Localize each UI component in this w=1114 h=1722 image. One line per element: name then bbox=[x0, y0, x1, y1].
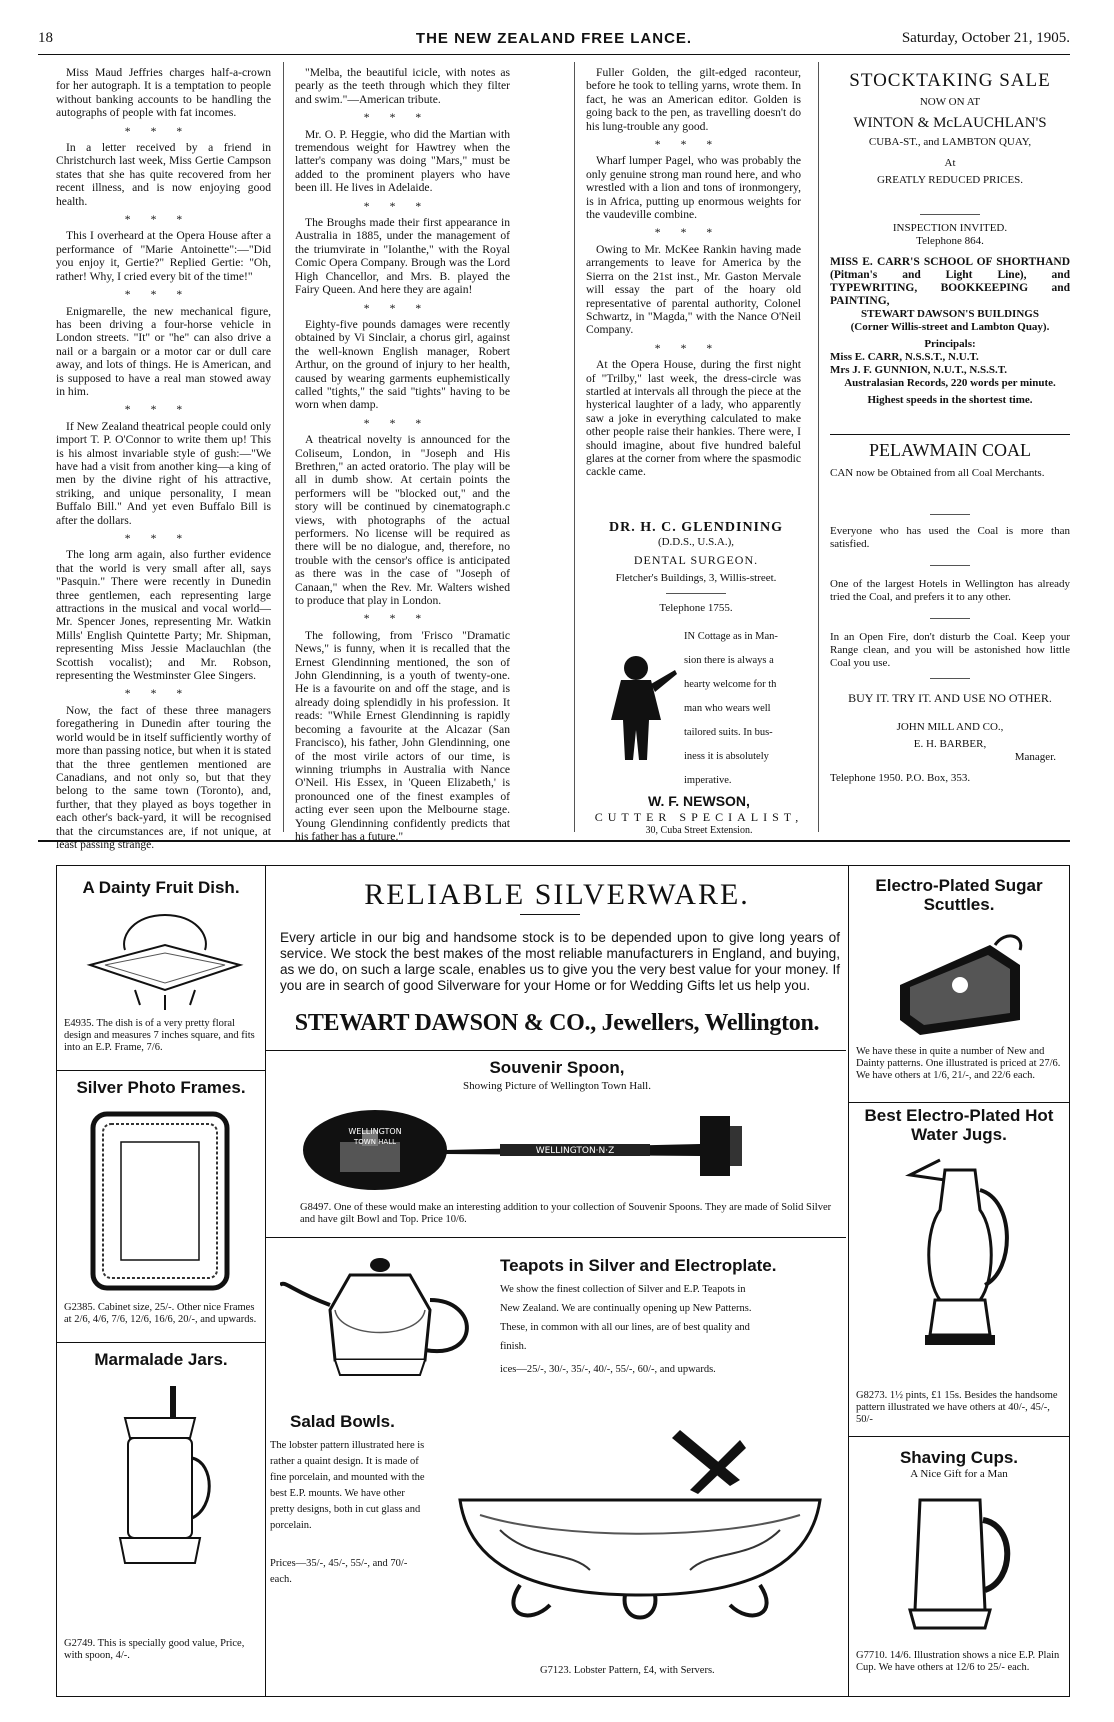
winton-name: WINTON & McLAUCHLAN'S bbox=[853, 115, 1047, 131]
shaving-cup-illustration bbox=[905, 1490, 1015, 1640]
page-number: 18 bbox=[38, 30, 53, 46]
coal-para: In an Open Fire, don't disturb the Coal. Keep your Range clean, and you will be astonished how little Coal you use. bbox=[830, 631, 1070, 669]
paragraph: Owing to Mr. McKee Rankin having made arrangements to leave for America by the Sierra on the 21st inst., Mr. Gaston Mervale will essay the part of the hoary old representative of parental authority, Colonel Schwartz, in "Magda," with the Nance O'Neil Company. bbox=[586, 242, 801, 337]
paragraph: Enigmarelle, the new mechanical figure, has been driving a four-horse vehicle in London streets. "It" or "he" can also drive a nail or a bargain or a motor car or dull care away, and lots of things. He is American, and is supposed to have a real man stowed away in him. bbox=[56, 304, 271, 398]
sugar-scuttles-head: Electro-Plated Sugar Scuttles. bbox=[875, 876, 1043, 914]
column-1 bbox=[56, 66, 271, 856]
separator: *** bbox=[363, 111, 442, 125]
newson-line: man who wears well bbox=[684, 703, 771, 714]
salad-bowls-caption: The lobster pattern illustrated here is rather a quaint design. It is made of fine porcelain, and mounted with the best E.P. mounts. We have other pretty designs, both in cut glass and porcelain. bbox=[270, 1440, 425, 1531]
separator: *** bbox=[363, 301, 442, 315]
winton-prices: GREATLY REDUCED PRICES. bbox=[876, 174, 1024, 186]
header-rule bbox=[38, 54, 1070, 55]
souvenir-spoon-illustration bbox=[300, 1100, 800, 1195]
fruit-dish-caption: E4935. The dish is of a very pretty floral design and measures 7 inches square, and fits into an E.P. Frame, 7/6. bbox=[64, 1018, 255, 1053]
coal-manager-name: E. H. BARBER, bbox=[913, 738, 987, 750]
carr-principal: Mrs J. F. GUNNION, N.U.T., N.S.S.T. bbox=[830, 364, 1008, 376]
souvenir-spoon-subhead: Showing Picture of Wellington Town Hall. bbox=[463, 1080, 651, 1092]
newson-line: iness it is absolutely bbox=[684, 751, 769, 762]
inspection-invited: INSPECTION INVITED. bbox=[892, 222, 1008, 234]
shaving-cups-head: Shaving Cups. bbox=[899, 1448, 1019, 1467]
column-divider bbox=[574, 62, 575, 832]
newson-trade: CUTTER SPECIALIST, bbox=[594, 810, 804, 824]
separator: *** bbox=[124, 532, 203, 545]
fruit-dish-illustration bbox=[80, 905, 250, 1015]
souvenir-spoon-head: Souvenir Spoon, bbox=[489, 1058, 625, 1077]
salad-bowl-illustration bbox=[440, 1420, 840, 1640]
page-header bbox=[38, 30, 1070, 50]
coal-manager-title: Manager. bbox=[1014, 751, 1056, 763]
photo-frames-caption: G2385. Cabinet size, 25/-. Other nice Frames at 2/6, 4/6, 7/6, 12/6, 16/6, 20/-, and upwards. bbox=[64, 1302, 257, 1325]
paragraph: The Broughs made their first appearance in Australia in 1885, under the management of the triumvirate in "Iolanthe," with the Royal Comic Opera Company. Brough was the Lord High Chancellor, and Mrs. B. played the Fairy Queen. And here they are again! bbox=[295, 216, 510, 297]
column-divider bbox=[818, 62, 819, 832]
separator: *** bbox=[124, 124, 203, 138]
paragraph: "Melba, the beautiful icicle, with notes as pearly as the teeth through which they filter and swim."—American tribute. bbox=[295, 66, 510, 106]
newson-line: hearty welcome for th bbox=[684, 679, 777, 690]
separator: *** bbox=[124, 687, 203, 701]
hot-water-jugs-caption: G8273. 1½ pints, £1 15s. Besides the handsome pattern illustrated we have others at 40/-, 45/-, 50/- bbox=[856, 1390, 1058, 1425]
hot-water-jugs-head: Best Electro-Plated Hot Water Jugs. bbox=[864, 1106, 1054, 1144]
coal-para: One of the largest Hotels in Wellington has already tried the Coal, and prefers it to any other. bbox=[830, 578, 1070, 603]
carr-corner: (Corner Willis-street and Lambton Quay). bbox=[850, 321, 1050, 333]
marmalade-jars-head: Marmalade Jars. bbox=[94, 1350, 228, 1369]
pelawmain-coal-ad bbox=[830, 440, 1070, 785]
newson-address: 30, Cuba Street Extension. bbox=[645, 825, 753, 836]
stocktaking-head: STOCKTAKING SALE bbox=[849, 70, 1051, 91]
carr-speeds: Highest speeds in the shortest time. bbox=[867, 394, 1033, 406]
spoon-engraving: WELLINGTON bbox=[348, 1127, 402, 1136]
newson-ad bbox=[586, 625, 812, 836]
carr-records: Australasian Records, 220 words per minute. bbox=[844, 377, 1056, 389]
carr-principals-label: Principals: bbox=[924, 338, 976, 350]
paragraph: Eighty-five pounds damages were recently obtained by Vi Sinclair, a chorus girl, against the well-known English manager, Robert Arthur, on the ground of injury to her health, caused by wearing garments euphemistically called "tights," the said "tights" having to be worn when damp. bbox=[295, 317, 510, 412]
shaving-cups-subhead: A Nice Gift for a Man bbox=[910, 1468, 1008, 1480]
teapots-caption: We show the finest collection of Silver and E.P. Teapots in New Zealand. We are continually opening up New Patterns. These, in common with all our lines, are of best quality and finish. bbox=[500, 1284, 752, 1352]
salad-bowls-label: G7123. Lobster Pattern, £4, with Servers. bbox=[540, 1665, 715, 1676]
paragraph: A theatrical novelty is announced for the Coliseum, London, in "Joseph and His Brethren," an acted oratorio. The play will be all in dumb show. At certain points the performers will be "blocked out," and the story will be continued by cinematograph.c views, with photographs of the actual performers. No license will be required as there will be no dialogue, and, therefore, no trouble with the censor's office is anticipated as there was in the case of "Joseph of Canaan," when the Rev. Mr. Walters wished to produce that play in London. bbox=[295, 433, 510, 608]
paragraph: In a letter received by a friend in Christchurch last week, Miss Gertie Campson states that she has quite recovered from her recent illness, and is now enjoying good health. bbox=[56, 141, 271, 208]
newson-line: sion there is always a bbox=[684, 655, 774, 666]
stocktaking-ad bbox=[830, 70, 1070, 187]
separator: *** bbox=[124, 403, 203, 417]
dentist-address: Fletcher's Buildings, 3, Willis-street. bbox=[615, 572, 777, 584]
photo-frame-illustration bbox=[85, 1106, 235, 1296]
coal-para: CAN now be Obtained from all Coal Merchants. bbox=[830, 467, 1045, 479]
dentist-quals: (D.D.S., U.S.A.), bbox=[657, 536, 735, 548]
photo-frames-head: Silver Photo Frames. bbox=[76, 1078, 246, 1097]
paragraph: Fuller Golden, the gilt-edged raconteur, before he took to telling yarns, wrote them. In fact, he was an American editor. Golden is going back to the pen, as travelling doesn't do his lung-trouble any good. bbox=[586, 66, 801, 133]
fruit-dish-head: A Dainty Fruit Dish. bbox=[82, 878, 240, 897]
newson-line: IN Cottage as in Man- bbox=[684, 631, 778, 642]
sugar-scuttle-illustration bbox=[880, 925, 1040, 1045]
firm-name: STEWART DAWSON & CO., Jewellers, Wellington. bbox=[294, 1010, 820, 1036]
carr-building: STEWART DAWSON'S BUILDINGS bbox=[861, 308, 1039, 320]
paragraph: Miss Maud Jeffries charges half-a-crown for her autograph. It is a temptation to people without banking accounts to be handling the autographs of people with fat incomes. bbox=[56, 66, 271, 120]
masthead-title: THE NEW ZEALAND FREE LANCE. bbox=[415, 30, 693, 47]
paragraph: The following, from 'Frisco "Dramatic News," is funny, when it is recalled that the Ernest Glendinning mentioned, the son of John Glendinning, is a youth of twenty-one. He is a favourite on and off the stage, and is already doing splendidly in his profession. It reads: "While Ernest Glendinning is rapidly becoming a favourite at the Alcazar (San Francisco), his father, John Glendinning, one of the most virile actors of our time, is winning triumphs in Australia with Nance O'Neil. His Essex, in 'Queen Elizabeth,' is pronounced one of the finest examples of acting ever seen upon the Melbourne stage. Young Glendinning confidently predicts that his father has a future." bbox=[295, 628, 510, 843]
separator: *** bbox=[363, 199, 442, 213]
issue-date: Saturday, October 21, 1905. bbox=[901, 30, 1070, 46]
dentist-name: DR. H. C. GLENDINING bbox=[608, 520, 783, 535]
winton-address: CUBA-ST., and LAMBTON QUAY, bbox=[868, 136, 1032, 148]
newson-line: imperative. bbox=[684, 775, 732, 786]
souvenir-spoon-caption: G8497. One of these would make an interesting addition to your collection of Souvenir Spoons. They are made of Solid Silver and have gilt Bowl and Top. Price 10/6. bbox=[300, 1202, 832, 1225]
separator: *** bbox=[654, 341, 733, 355]
marmalade-jars-caption: G2749. This is specially good value, Price, with spoon, 4/-. bbox=[64, 1638, 245, 1661]
separator: *** bbox=[654, 226, 733, 240]
paragraph: Wharf lumper Pagel, who was probably the only genuine strong man round here, and who wrestled with a lion and tons of ironmongery, is in Africa, putting up enormous weights for the vaudeville combine. bbox=[586, 154, 801, 222]
column-divider bbox=[283, 62, 284, 832]
silverware-intro: Every article in our big and handsome stock is to be depended upon to give long years of service. We stock the best makes of the most reliable manufacturers in England, and buying, as we do, on such a large scale, enables us to give you the very best value for your money. If you are in search of good Silverware for your Home or for Wedding Gifts let us help you. bbox=[280, 930, 840, 993]
separator: *** bbox=[654, 138, 733, 152]
dentist-ad bbox=[586, 520, 806, 615]
column-3 bbox=[586, 66, 801, 484]
salad-bowls-prices: Prices—35/-, 45/-, 55/-, and 70/- each. bbox=[270, 1558, 408, 1585]
carr-principal: Miss E. CARR, N.S.S.T., N.U.T. bbox=[830, 351, 979, 363]
spoon-engraving: TOWN HALL bbox=[353, 1138, 397, 1146]
column-2 bbox=[295, 66, 510, 848]
spoon-handle-text: WELLINGTON·N·Z bbox=[535, 1146, 615, 1156]
dentist-title: DENTAL SURGEON. bbox=[633, 553, 759, 567]
salad-bowls-head: Salad Bowls. bbox=[290, 1412, 395, 1431]
coal-contacts: Telephone 1950. P.O. Box, 353. bbox=[830, 772, 971, 784]
teapots-prices: ices—25/-, 30/-, 35/-, 40/-, 55/-, 60/-, and upwards. bbox=[500, 1364, 716, 1375]
carr-telephone-note: Telephone 864. bbox=[916, 235, 984, 247]
hot-water-jug-illustration bbox=[900, 1150, 1020, 1360]
teapot-illustration bbox=[280, 1250, 490, 1390]
paragraph: Now, the fact of these three managers foregathering in Dunedin after touring the world would be in itself sufficiently worthy of more than passing notice, but when it is stated that the three gentlemen mentioned are Canadians, and not only so, but that they belong to the same town (Toronto), and, further, that they played as boys together in each other's back-yard, it will be recognised that the circumstances are, if not unique, at least passing strange. bbox=[56, 703, 271, 851]
coal-para: Everyone who has used the Coal is more than satisfied. bbox=[830, 525, 1070, 550]
winton-at: At bbox=[944, 157, 956, 169]
paragraph: Mr. O. P. Heggie, who did the Martian with tremendous weight for Hawtrey when the latter's company was doing "Mars," must be added to the prominent players who have been ill. He lives in Adelaide. bbox=[295, 127, 510, 195]
coal-slogan: BUY IT. TRY IT. AND USE NO OTHER. bbox=[848, 691, 1052, 705]
dentist-telephone: Telephone 1755. bbox=[659, 602, 733, 614]
paragraph: At the Opera House, during the first night of "Trilby," last week, the dress-circle was startled at intervals all through the piece at the hysterical laughter of a lady, who apparently saw a joke in everything calculated to make other people raise their hankies. There were, I should imagine, about five hundred baleful glares at the corner from where the spasmodic cackle came. bbox=[586, 358, 801, 479]
silverware-title: RELIABLE SILVERWARE. bbox=[364, 878, 750, 911]
paragraph: If New Zealand theatrical people could only import T. P. O'Connor to write them up! This is his almost invariable style of gush:—"We have had a visit from another king—a king of men by the divine right of his attractive, striking, and unique personality, I mean Buffalo Bill." And yet even Buffalo Bill is after the dollars. bbox=[56, 419, 271, 527]
stocktaking-now: NOW ON AT bbox=[919, 96, 981, 108]
separator: *** bbox=[124, 288, 203, 302]
newson-line: tailored suits. In bus- bbox=[684, 727, 773, 738]
carr-school-head: MISS E. CARR'S SCHOOL OF SHORTHAND (Pitman's and Light Line), and TYPEWRITING, BOOKKEEPING and PAINTING, bbox=[830, 256, 1070, 307]
carr-school-ad bbox=[830, 222, 1070, 407]
separator: *** bbox=[124, 213, 203, 227]
marmalade-jar-illustration bbox=[100, 1378, 220, 1578]
newson-copy bbox=[684, 625, 812, 793]
shaving-cups-caption: G7710. 14/6. Illustration shows a nice E.P. Plain Cup. We have others at 12/6 to 25/- each. bbox=[856, 1650, 1060, 1673]
newson-name: W. F. NEWSON, bbox=[648, 793, 750, 809]
sugar-scuttles-caption: We have these in quite a number of New and Dainty patterns. One illustrated is priced at 27/6. We have others at 1/6, 21/-, and 22/6 each. bbox=[856, 1046, 1061, 1081]
separator: *** bbox=[363, 416, 442, 430]
silhouette-figure-illustration bbox=[591, 650, 681, 770]
paragraph: This I overheard at the Opera House after a performance of "Marie Antoinette":—"Did you enjoy it, Gertie?" Replied Gertie: "Oh, rather! Why, I cried every bit of the time!" bbox=[56, 229, 271, 283]
separator: *** bbox=[363, 612, 442, 626]
coal-head: PELAWMAIN COAL bbox=[868, 440, 1032, 460]
paragraph: The long arm again, also further evidence that the world is very small after all, says "Pasquin." There were recently in Dunedin three gentlemen, each representing large attractions in the musical and vocal world—Mr. Spencer Jones, representing Mr. Watkin Mills' English Quintette Party; Mr. Shipman, representing Miss Jessie Maclauchlan (the Scottish vocalist); and Mr. Robson, representing the Westminster Glee Singers. bbox=[56, 548, 271, 683]
section-rule bbox=[38, 840, 1070, 842]
teapots-head: Teapots in Silver and Electroplate. bbox=[500, 1256, 777, 1275]
coal-company: JOHN MILL AND CO., bbox=[896, 721, 1004, 733]
